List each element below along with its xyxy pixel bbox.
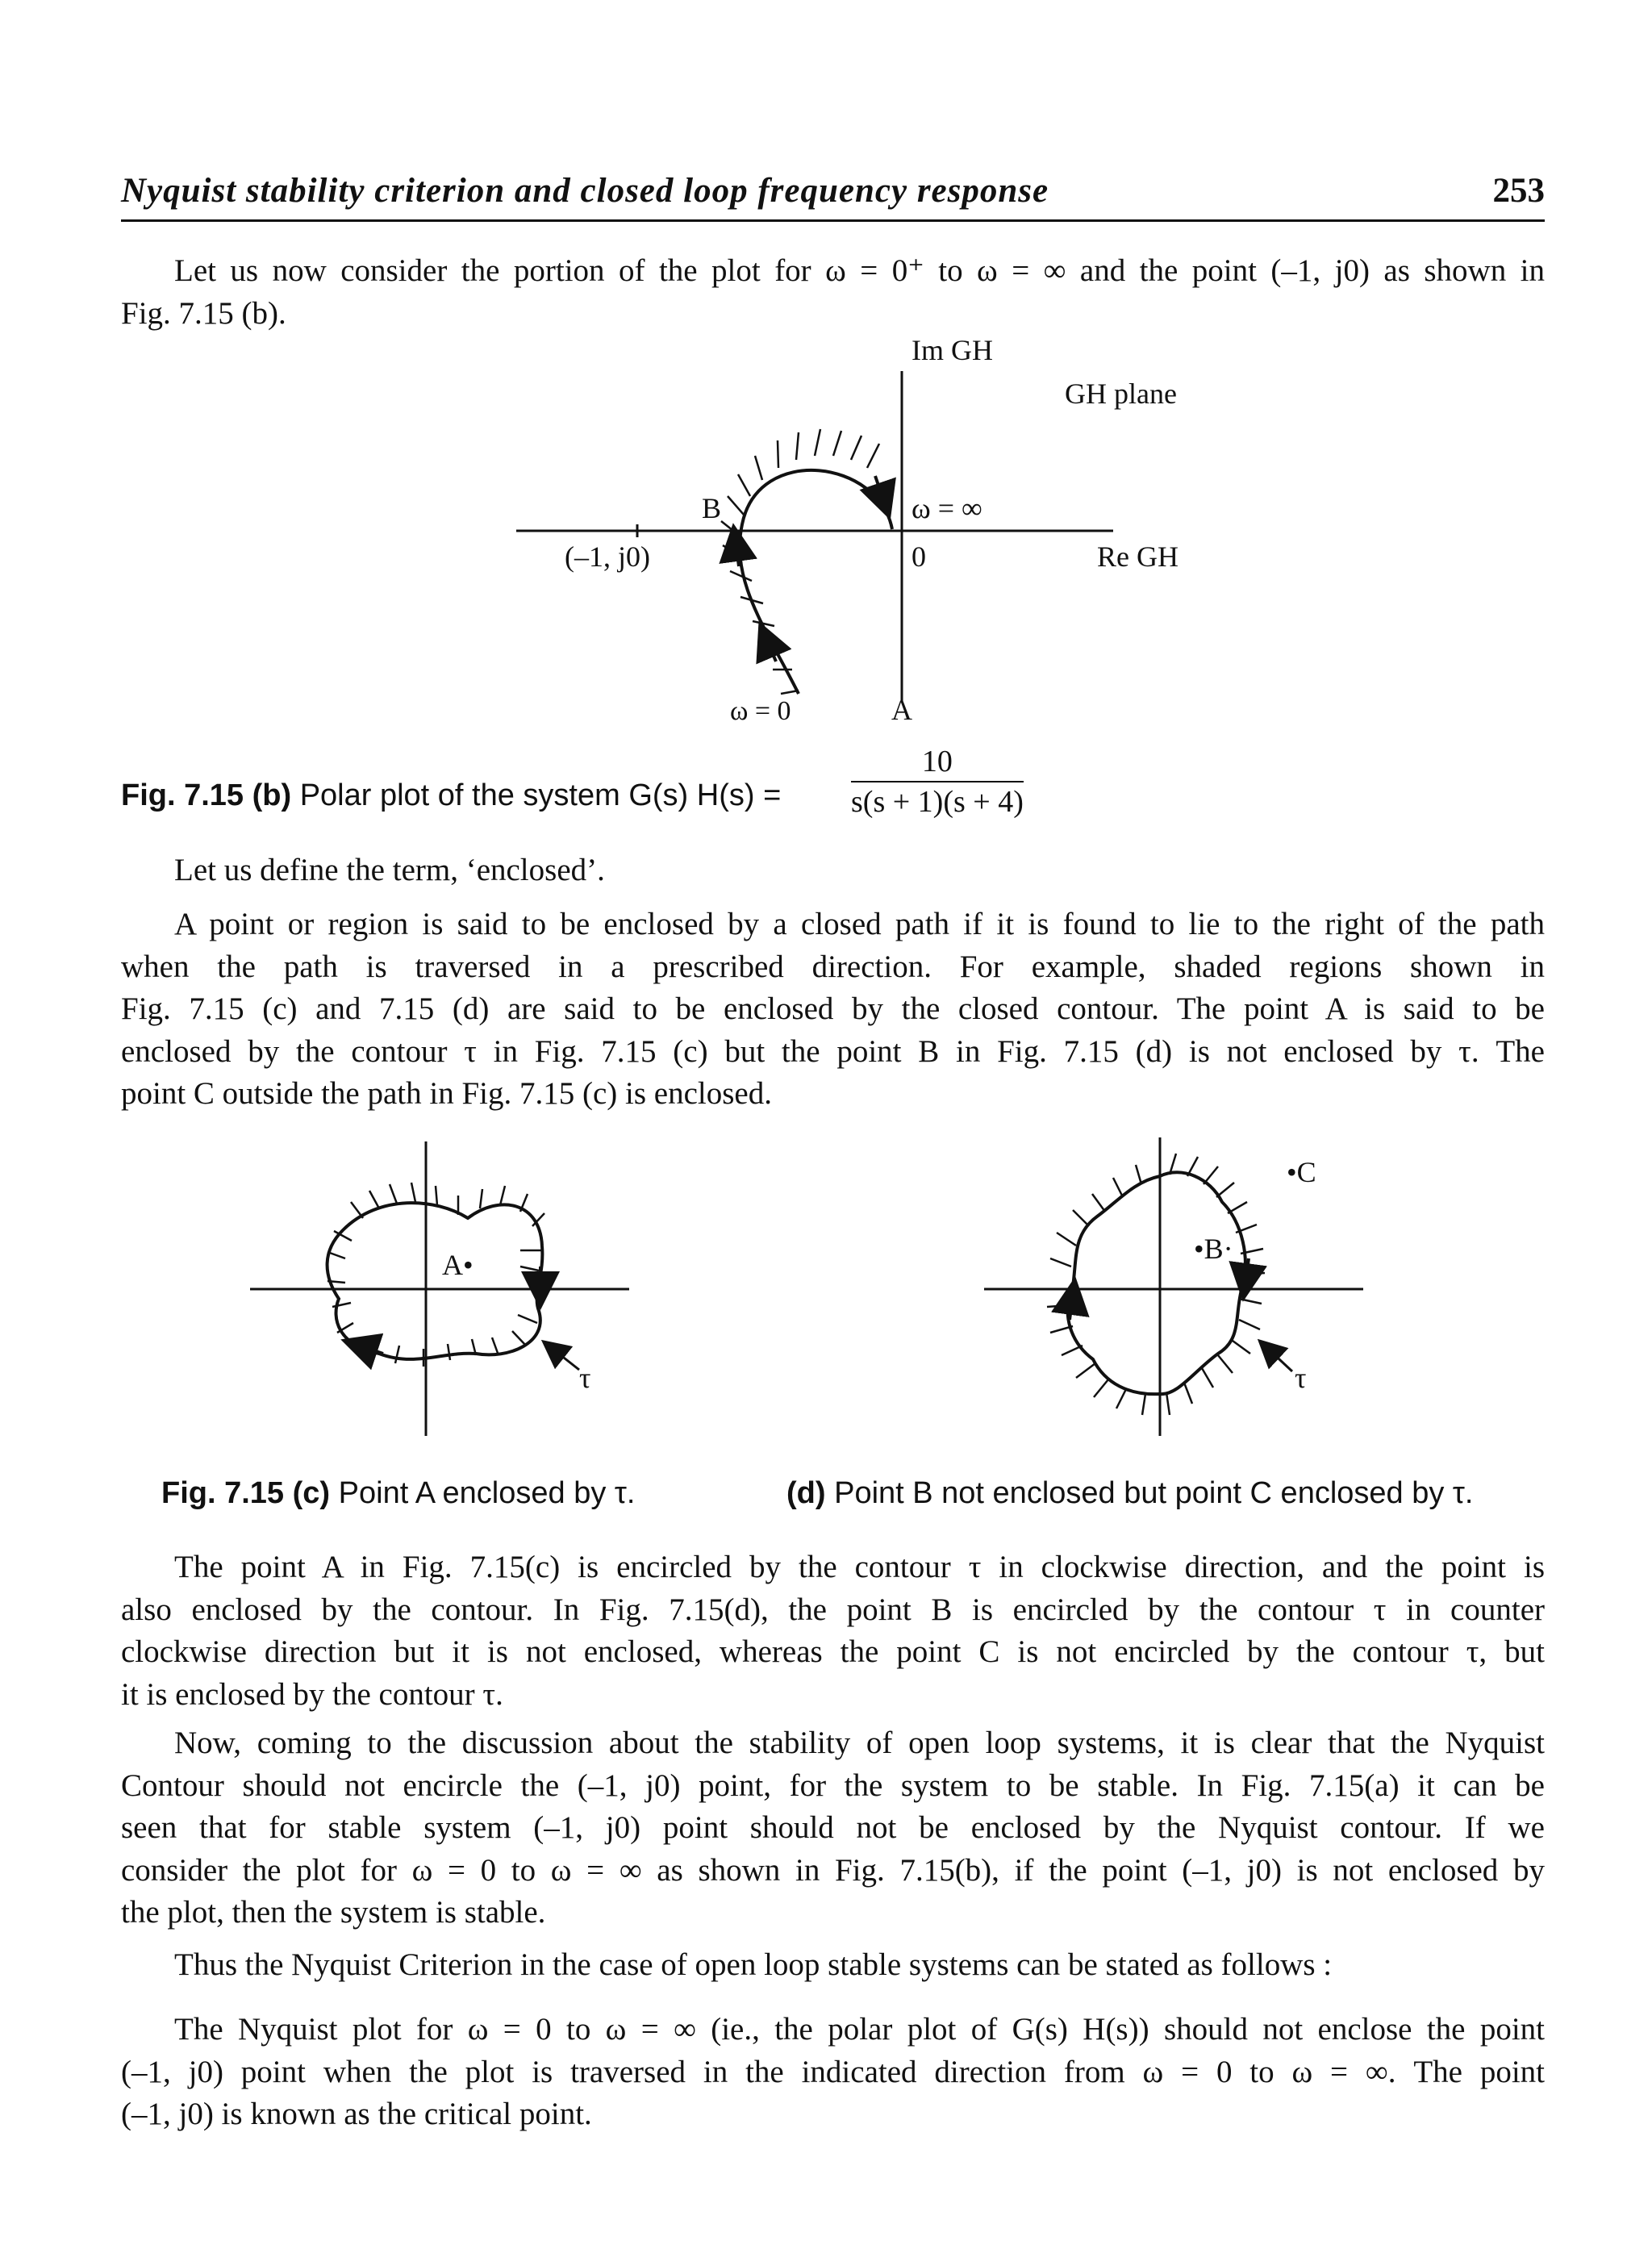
transfer-function-denominator: s(s + 1)(s + 4) bbox=[851, 785, 1024, 819]
enclosed-line-1: A point or region is said to be enclosed by a closed path if it is found to lie to the right of the path bbox=[174, 907, 1545, 941]
re-gh-label: Re GH bbox=[1097, 540, 1179, 573]
c-tau-label: τ bbox=[579, 1362, 591, 1394]
d-point-b-label: •B· bbox=[1194, 1233, 1233, 1265]
d-tau-label: τ bbox=[1295, 1362, 1307, 1394]
encircled-line-4: it is enclosed by the contour τ. bbox=[121, 1676, 503, 1712]
define-paragraph bbox=[121, 849, 1545, 892]
stability-line-2: Contour should not encircle the (–1, j0) point, for the system to be stable. In Fig. 7.15(a) it can be bbox=[121, 1767, 1545, 1803]
origin-label: 0 bbox=[912, 540, 926, 573]
gh-plane-label: GH plane bbox=[1065, 378, 1177, 410]
c-tau-pointer bbox=[553, 1349, 579, 1370]
figure-7-15-c-contour bbox=[242, 1137, 645, 1444]
intro-line-1: Let us now consider the portion of the plot for ω = 0⁺ to ω = ∞ and the point (–1, j0) as shown in bbox=[174, 253, 1545, 288]
encircled-line-2: also enclosed by the contour. In Fig. 7.15(d), the point B is encircled by the contour τ in counter bbox=[121, 1592, 1545, 1627]
polar-plot-hatching bbox=[721, 429, 879, 694]
d-point-c-label: •C bbox=[1287, 1156, 1316, 1188]
criterion-statement-paragraph bbox=[121, 2009, 1545, 2136]
figure-c-caption-letter: (c) bbox=[292, 1476, 331, 1510]
figure-7-15-d-contour bbox=[976, 1137, 1395, 1444]
polar-plot-curve bbox=[740, 470, 892, 694]
transfer-function-fraction bbox=[851, 744, 1024, 820]
figure-b-caption-text: Polar plot of the system G(s) H(s) = bbox=[299, 778, 782, 812]
enclosed-line-4: enclosed by the contour τ in Fig. 7.15 (c) but the point B in Fig. 7.15 (d) is not enclosed by τ. The bbox=[121, 1033, 1545, 1069]
omega-zero-label: ω = 0 bbox=[730, 696, 791, 726]
encircled-line-1: The point A in Fig. 7.15(c) is encircled by the contour τ in clockwise direction, and the point is bbox=[174, 1550, 1545, 1584]
intro-paragraph bbox=[121, 250, 1545, 335]
figure-c-caption bbox=[161, 1476, 635, 1511]
d-closed-contour bbox=[1068, 1172, 1245, 1394]
figure-b-caption-prefix: Fig. 7.15 (b) bbox=[121, 778, 292, 812]
running-head bbox=[121, 171, 1545, 222]
enclosed-paragraph bbox=[121, 903, 1545, 1116]
transfer-function-numerator: 10 bbox=[851, 744, 1024, 782]
statement-line-2: (–1, j0) point when the plot is traversed in the indicated direction from ω = 0 to ω = ∞. The point bbox=[121, 2054, 1545, 2089]
intro-line-2: Fig. 7.15 (b). bbox=[121, 295, 286, 331]
define-line: Let us define the term, ‘enclosed’. bbox=[174, 853, 605, 887]
stability-line-5: the plot, then the system is stable. bbox=[121, 1895, 546, 1930]
c-point-a-label: A• bbox=[442, 1249, 473, 1281]
enclosed-line-3: Fig. 7.15 (c) and 7.15 (d) are said to be enclosed by the closed contour. The point A is said to be bbox=[121, 991, 1545, 1026]
encircled-line-3: clockwise direction but it is not enclosed, whereas the point C is not encircled by the contour τ, but bbox=[121, 1634, 1545, 1669]
stability-line-3: seen that for stable system (–1, j0) point should not be enclosed by the Nyquist contour. If we bbox=[121, 1810, 1545, 1845]
thus-paragraph bbox=[121, 1944, 1545, 1987]
c-contour-hatching bbox=[327, 1183, 544, 1367]
figure-b-caption bbox=[121, 778, 781, 813]
figure-d-caption-text: Point B not enclosed but point C enclosed by τ. bbox=[834, 1476, 1474, 1510]
stability-line-4: consider the plot for ω = 0 to ω = ∞ as shown in Fig. 7.15(b), if the point (–1, j0) is not enclosed by bbox=[121, 1852, 1545, 1888]
stability-line-1: Now, coming to the discussion about the stability of open loop systems, it is clear that the Nyquist bbox=[174, 1726, 1545, 1760]
figure-7-15-b-polar-plot bbox=[500, 331, 1307, 734]
running-head-title: Nyquist stability criterion and closed loop frequency response bbox=[121, 172, 1049, 210]
point-b-label: B bbox=[702, 492, 722, 524]
omega-infinity-label: ω = ∞ bbox=[912, 492, 982, 524]
figure-d-caption bbox=[786, 1476, 1474, 1511]
thus-line: Thus the Nyquist Criterion in the case of open loop stable systems can be stated as follows : bbox=[174, 1947, 1333, 1982]
enclosed-line-5: point C outside the path in Fig. 7.15 (c) is enclosed. bbox=[121, 1076, 772, 1111]
statement-line-3: (–1, j0) is known as the critical point. bbox=[121, 2097, 592, 2131]
figure-c-caption-prefix: Fig. 7.15 bbox=[161, 1476, 285, 1510]
critical-point-label: (–1, j0) bbox=[565, 540, 650, 573]
im-gh-label: Im GH bbox=[912, 334, 993, 366]
point-a-label: A bbox=[891, 694, 912, 726]
page-number: 253 bbox=[1492, 172, 1545, 210]
statement-line-1: The Nyquist plot for ω = 0 to ω = ∞ (ie., the polar plot of G(s) H(s)) should not enclose the point bbox=[174, 2012, 1545, 2047]
d-tau-pointer bbox=[1268, 1349, 1292, 1371]
enclosed-line-2: when the path is traversed in a prescribed direction. For example, shaded regions shown in bbox=[121, 949, 1545, 984]
d-contour-hatching bbox=[1047, 1154, 1265, 1415]
encircled-paragraph bbox=[121, 1546, 1545, 1716]
stability-paragraph bbox=[121, 1722, 1545, 1934]
figure-c-caption-text: Point A enclosed by τ. bbox=[338, 1476, 636, 1510]
c-closed-contour bbox=[327, 1203, 543, 1359]
figure-d-caption-letter: (d) bbox=[786, 1476, 826, 1510]
